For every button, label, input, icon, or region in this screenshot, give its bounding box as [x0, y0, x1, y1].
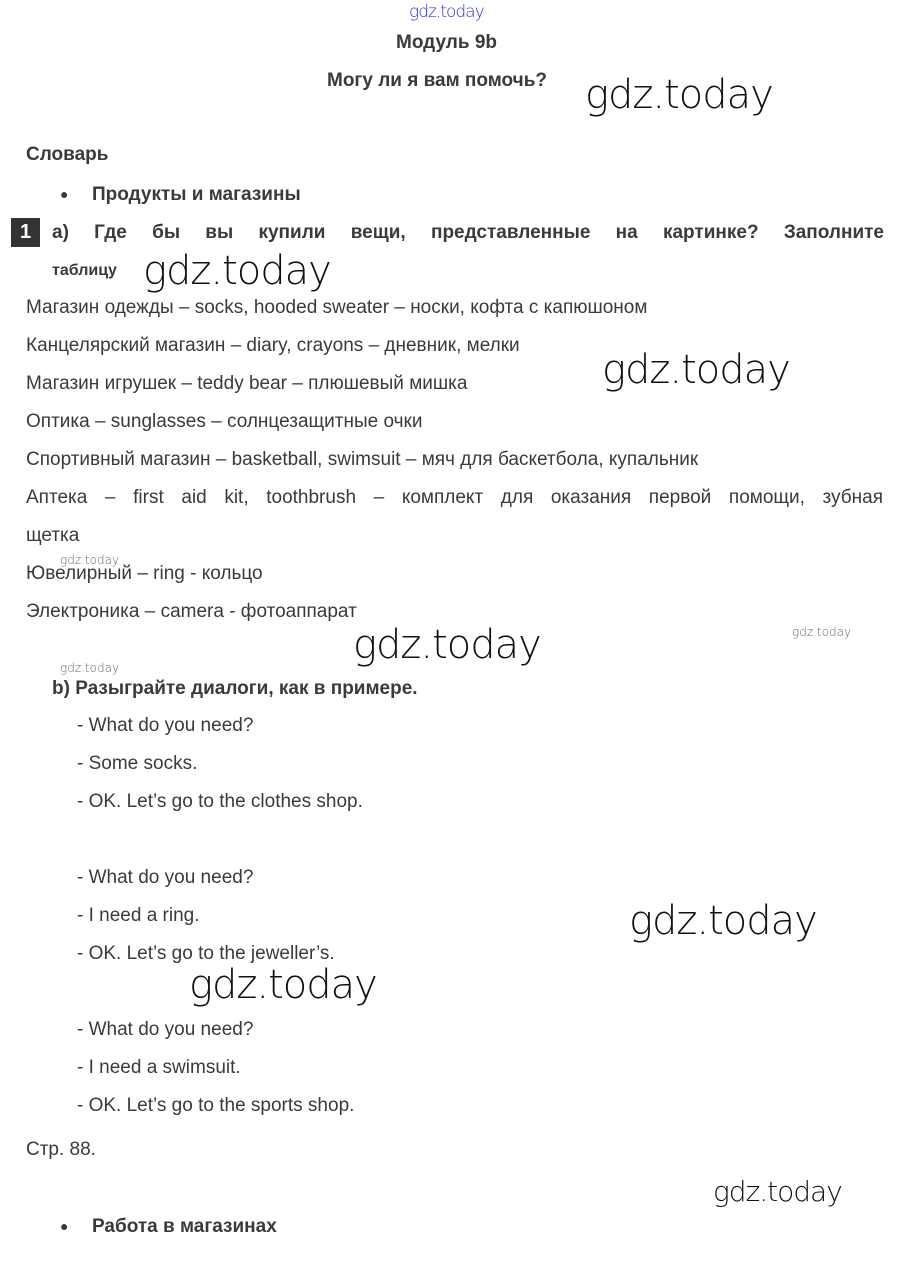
dialogue-line: - OK. Let’s go to the sports shop.: [77, 1095, 355, 1116]
page-subtitle: Могу ли я вам помочь?: [327, 70, 548, 91]
section-title: Словарь: [26, 144, 109, 165]
watermark: gdz.today: [602, 347, 790, 393]
dialogue-line: - I need a swimsuit.: [77, 1057, 241, 1078]
watermark: gdz.today: [585, 72, 773, 118]
bullet-heading: Продукты и магазины: [92, 184, 301, 205]
dialogue-line: - OK. Let’s go to the jeweller’s.: [77, 943, 335, 964]
watermark: gdz.today: [792, 625, 852, 639]
watermark: gdz.today: [353, 622, 541, 668]
watermark: gdz.today: [713, 1175, 842, 1208]
bullet-icon: ●: [60, 186, 69, 202]
answer-line: Электроника – camera - фотоаппарат: [26, 601, 357, 622]
bullet-icon: ●: [60, 1218, 69, 1234]
watermark: gdz.today: [189, 962, 377, 1008]
answer-line: Магазин одежды – socks, hooded sweater – носки, кофта с капюшоном: [26, 297, 648, 318]
answer-line: Оптика – sunglasses – солнцезащитные очки: [26, 411, 423, 432]
exercise-task-a-cont: таблицу: [52, 262, 117, 279]
exercise-number: 1: [11, 218, 40, 247]
watermark: gdz.today: [143, 248, 331, 294]
dialogue-line: - What do you need?: [77, 1019, 254, 1040]
answer-line: Ювелирный – ring - кольцо: [26, 563, 263, 584]
dialogue-line: - What do you need?: [77, 715, 254, 736]
answer-line: щетка: [26, 525, 80, 546]
task-b: b) Разыграйте диалоги, как в примере.: [52, 678, 418, 699]
exercise-task-a: a) Где бы вы купили вещи, представленные на картинке? Заполните: [52, 222, 884, 243]
answer-line: Спортивный магазин – basketball, swimsuit – мяч для баскетбола, купальник: [26, 449, 699, 470]
answer-line: Канцелярский магазин – diary, crayons – дневник, мелки: [26, 335, 520, 356]
dialogue-line: - OK. Let’s go to the clothes shop.: [77, 791, 363, 812]
page-reference: Стр. 88.: [26, 1139, 96, 1160]
dialogue-line: - I need a ring.: [77, 905, 200, 926]
watermark: gdz.today: [629, 898, 817, 944]
dialogue-line: - Some socks.: [77, 753, 198, 774]
answer-line: Магазин игрушек – teddy bear – плюшевый мишка: [26, 373, 468, 394]
watermark-top: gdz.today: [409, 2, 484, 22]
answer-line: Аптека – first aid kit, toothbrush – комплект для оказания первой помощи, зубная: [26, 487, 883, 508]
dialogue-line: - What do you need?: [77, 867, 254, 888]
watermark: gdz.today: [60, 661, 120, 675]
bullet-heading: Работа в магазинах: [92, 1216, 277, 1237]
watermark: gdz.today: [60, 553, 120, 567]
module-title: Модуль 9b: [396, 32, 497, 53]
